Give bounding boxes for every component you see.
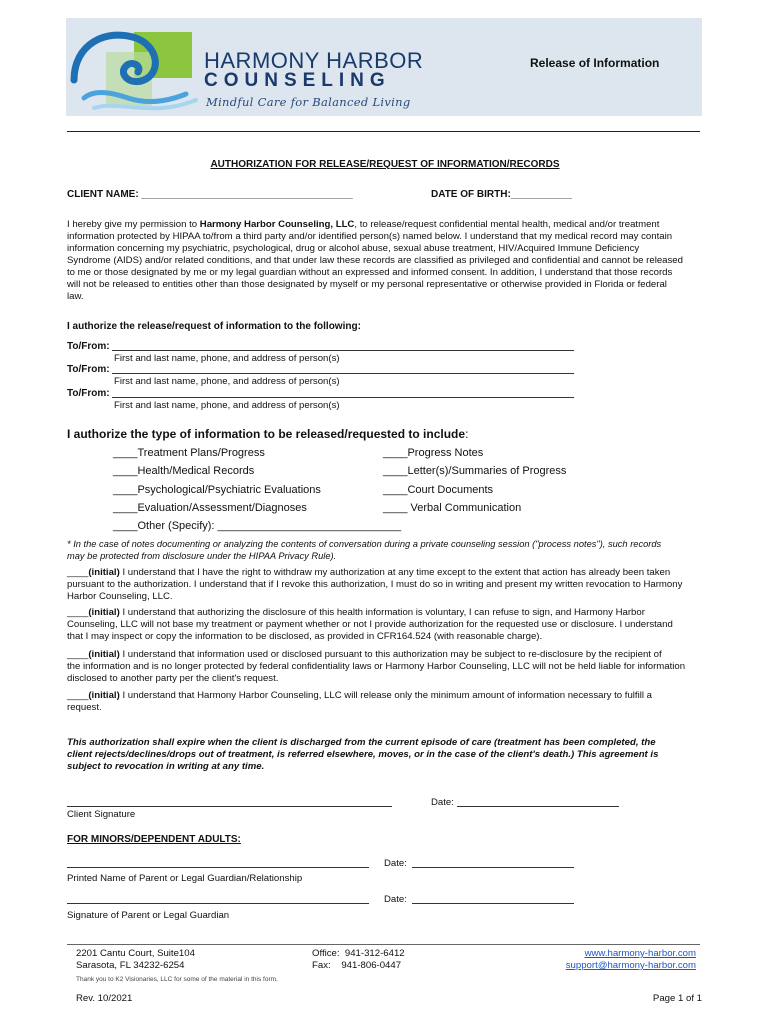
footer-email-link[interactable]: support@harmony-harbor.com: [565, 960, 696, 971]
statement-text: disclosed to another party per the client's request.: [67, 673, 279, 684]
initial-statement-1: [67, 567, 703, 603]
expiration-line: This authorization shall expire when the client is discharged from the current episode of care (treatment has been completed, the: [67, 737, 656, 748]
statement-text: request.: [67, 702, 102, 713]
initial-statement-4: [67, 690, 703, 714]
client-date-label: Date:: [431, 797, 454, 808]
tofrom-line-2[interactable]: [112, 373, 574, 374]
date-of-birth-field[interactable]: DATE OF BIRTH:___________: [431, 189, 572, 200]
footer-divider: [67, 944, 700, 945]
tofrom-hint: First and last name, phone, and address of person(s): [114, 376, 340, 387]
expiration-line: subject to revocation in writing at any time.: [67, 761, 265, 772]
guardian-signature-line[interactable]: [67, 903, 369, 904]
info-type-option[interactable]: ____Treatment Plans/Progress: [113, 447, 265, 459]
guardian-signature-date-label: Date:: [384, 894, 407, 905]
intro-line: Syndrome (AIDS) and/or related conditions, and that under law these records are classified as privileged and confidential and cannot be released: [67, 255, 683, 266]
info-type-option[interactable]: ____Health/Medical Records: [113, 465, 255, 477]
statement-text: Harbor Counseling, LLC.: [67, 591, 173, 602]
intro-paragraph: [67, 219, 703, 303]
statement-text: that I may inspect or copy the information to be disclosed, as provided in CFR164.524 (with reasonable charge).: [67, 631, 543, 642]
statement-text: the information and is no longer protected by federal confidentiality laws or Harmony Harbor Counseling, LLC will not be held liable for information: [67, 661, 686, 672]
info-type-option[interactable]: ____Psychological/Psychiatric Evaluations: [113, 484, 321, 496]
info-type-option[interactable]: ____ Verbal Communication: [383, 502, 522, 514]
revision-label: Rev. 10/2021: [76, 993, 133, 1004]
brand-name-line1: HARMONY HARBOR: [204, 48, 424, 73]
info-type-other[interactable]: ____Other (Specify): ______________________________: [113, 520, 402, 532]
info-type-option[interactable]: ____Court Documents: [383, 484, 494, 496]
footer-website-link[interactable]: www.harmony-harbor.com: [584, 948, 696, 959]
header-divider: [67, 131, 700, 132]
guardian-signature-label: Signature of Parent or Legal Guardian: [67, 910, 230, 921]
initial-label: (initial): [88, 690, 120, 701]
intro-line: information concerning my psychiatric, psychological, drug or alcohol abuse, sexual abuse treatment, HIV/Acquired Immune Deficiency: [67, 243, 640, 254]
statement-text: I understand that information used or disclosed pursuant to this authorization may be subject to re-disclosure by the recipient of: [119, 649, 662, 660]
initial-blank[interactable]: ____: [67, 607, 89, 618]
initial-blank[interactable]: ____: [67, 567, 89, 578]
client-name-field[interactable]: CLIENT NAME: ______________________________________: [67, 189, 353, 200]
tofrom-hint: First and last name, phone, and address of person(s): [114, 400, 340, 411]
footer-thanks: Thank you to K2 Visionaries, LLC for some of the material in this form.: [76, 976, 278, 983]
document-title: Release of Information: [530, 56, 660, 70]
intro-line: will not be released to entities other than those designated by myself or my personal representative or otherwise provided in Florida or federal: [67, 279, 667, 290]
intro-prefix: I hereby give my permission to: [67, 219, 200, 230]
authorize-heading: I authorize the release/request of information to the following:: [67, 321, 361, 332]
note-line: may be protected from disclosure under the HIPAA Privacy Rule).: [67, 551, 337, 561]
client-signature-label: Client Signature: [67, 809, 136, 820]
tofrom-hint: First and last name, phone, and address of person(s): [114, 353, 340, 364]
info-type-heading-text: I authorize the type of information to be released/requested to include: [67, 427, 466, 441]
minors-heading: FOR MINORS/DEPENDENT ADULTS:: [67, 834, 241, 845]
client-signature-line[interactable]: [67, 806, 392, 807]
tofrom-line-1[interactable]: [112, 350, 574, 351]
footer-address-line2: Sarasota, FL 34232-6254: [76, 960, 185, 971]
intro-line: information protected by HIPAA to/from a third party and/or identified person(s) named below. I understand that my medical record may contain: [67, 231, 673, 242]
statement-text: Counseling, LLC will not base my treatment or payment whether or not I provide authorization for the requested use or disclosure. I understand: [67, 619, 673, 630]
tofrom-label: To/From:: [67, 388, 110, 399]
initial-statement-3: [67, 649, 703, 685]
client-date-field[interactable]: [457, 806, 619, 807]
guardian-signature-date-field[interactable]: [412, 903, 574, 904]
note-line: * In the case of notes documenting or analyzing the contents of conversation during a private counseling session ("process notes"), such records: [67, 539, 662, 549]
form-title: AUTHORIZATION FOR RELEASE/REQUEST OF INFORMATION/RECORDS: [210, 159, 560, 170]
footer-office-phone: Office: 941-312-6412: [312, 948, 405, 959]
footer-address-line1: 2201 Cantu Court, Suite104: [76, 948, 195, 959]
info-type-heading: [67, 427, 468, 441]
initial-blank[interactable]: ____: [67, 690, 89, 701]
brand-tagline: Mindful Care for Balanced Living: [206, 95, 411, 109]
initial-label: (initial): [88, 567, 120, 578]
statement-text: I understand that Harmony Harbor Counseling, LLC will release only the minimum amount of information necessary to fulfill a: [119, 690, 652, 701]
info-type-colon: :: [465, 427, 469, 441]
footer-fax: Fax: 941-806-0447: [312, 960, 402, 971]
statement-text: pursuant to the authorization. I understand that if I revoke this authorization, I must do so in writing and present my written revocation to Harmony: [67, 579, 683, 590]
expiration-statement: [67, 737, 703, 773]
tofrom-label: To/From:: [67, 364, 110, 375]
brand-name-line2: COUNSELING: [204, 70, 391, 91]
guardian-name-label: Printed Name of Parent or Legal Guardian/Relationship: [67, 873, 303, 884]
info-type-option[interactable]: ____Progress Notes: [383, 447, 484, 459]
page-number: Page 1 of 1: [652, 993, 702, 1004]
tofrom-line-3[interactable]: [112, 397, 574, 398]
intro-company: Harmony Harbor Counseling, LLC: [199, 219, 355, 230]
guardian-name-date-label: Date:: [384, 858, 407, 869]
info-type-option[interactable]: ____Letter(s)/Summaries of Progress: [383, 465, 567, 477]
guardian-name-date-field[interactable]: [412, 867, 574, 868]
statement-text: I understand that I have the right to withdraw my authorization at any time except to the extent that action has already been taken: [119, 567, 671, 578]
intro-line: law.: [67, 291, 84, 302]
info-type-option[interactable]: ____Evaluation/Assessment/Diagnoses: [113, 502, 307, 514]
initial-label: (initial): [88, 649, 120, 660]
initial-label: (initial): [88, 607, 120, 618]
expiration-line: client rejects/declines/drops out of treatment, is referred elsewhere, moves, or in the case of the client's death.) This agreement is: [67, 749, 659, 760]
tofrom-label: To/From:: [67, 341, 110, 352]
statement-text: I understand that authorizing the disclosure of this health information is voluntary, I can refuse to sign, and Harmony Harbor: [119, 607, 645, 618]
initial-blank[interactable]: ____: [67, 649, 89, 660]
intro-line: to me or those designated by me or my legal guardian without an expressed and informed consent. In addition, I understand that those records: [67, 267, 673, 278]
intro-line1-rest: , to release/request confidential mental health, medical and/or treatment: [354, 219, 660, 230]
guardian-name-line[interactable]: [67, 867, 369, 868]
process-notes-note: [67, 538, 703, 562]
initial-statement-2: [67, 607, 703, 643]
